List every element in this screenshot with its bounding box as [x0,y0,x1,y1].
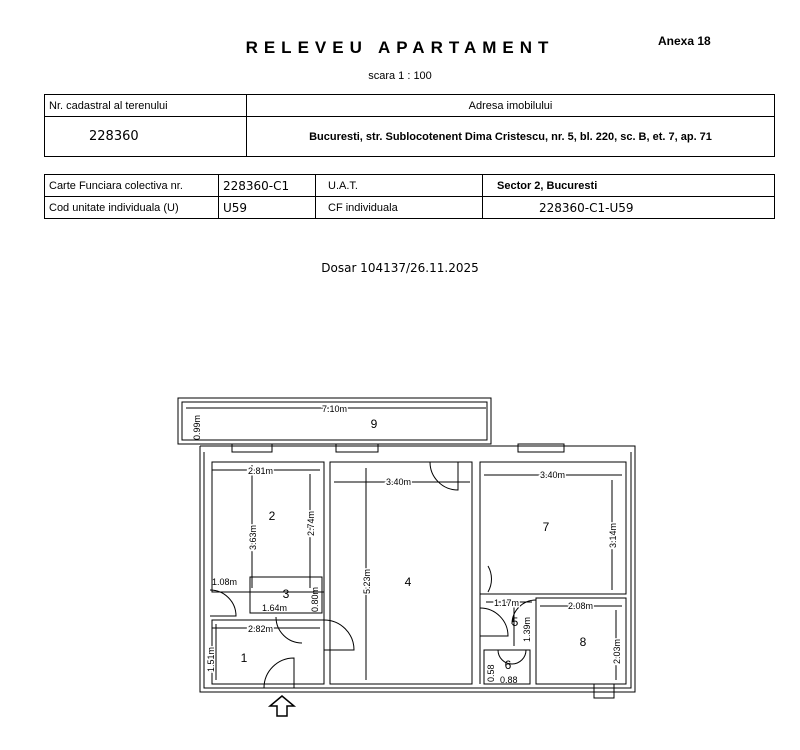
door-room6 [498,650,526,664]
dim-281: 2.81m [248,466,274,476]
cod-label: Cod unitate individuala (U) [45,197,219,219]
room-number-3: 3 [282,587,290,601]
dim-139: 1.39m [522,616,532,642]
scale-label: scara 1 : 100 [368,70,432,82]
outer-wall-inner [204,452,631,688]
room4-outline [330,462,472,684]
room-number-4: 4 [404,575,412,589]
room-number-6: 6 [504,658,512,672]
dim-340-room7: 3.40m [540,470,566,480]
uat-label: U.A.T. [316,175,483,197]
outer-wall [200,446,635,692]
dim-058: 0.58 [486,664,496,682]
room-number-9: 9 [370,417,378,431]
dim-108: 1.08m [212,577,238,587]
cadastral-value: 228360 [45,117,247,157]
window-room4 [336,444,378,452]
cf-colectiva-value: 228360-C1 [219,175,316,197]
room-number-2: 2 [268,509,276,523]
entrance-arrow-icon [270,696,294,716]
dim-099: 0.99m [192,414,202,440]
address-label: Adresa imobilului [247,95,775,117]
dim-282: 2.82m [248,624,274,634]
annex-label: Anexa 18 [658,34,711,48]
uat-value: Sector 2, Bucuresti [483,175,775,197]
dim-710: 7.10m [322,404,348,414]
room-number-7: 7 [542,520,550,534]
door-room4-balcony [430,462,458,490]
cadastral-label: Nr. cadastral al terenului [45,95,247,117]
dim-208: 2.08m [568,601,594,611]
room7-outline [480,462,626,594]
cf-colectiva-label: Carte Funciara colectiva nr. [45,175,219,197]
dim-363: 3.63m [248,524,258,550]
dim-274: 2.74m [306,510,316,536]
door-room5 [480,608,508,636]
address-value: Bucuresti, str. Sublocotenent Dima Cristescu, nr. 5, bl. 220, sc. B, et. 7, ap. 71 [247,117,775,157]
window-room7 [518,444,564,452]
dim-164: 1.64m [262,603,288,613]
dosar-number: Dosar 104137/26.11.2025 [321,261,479,275]
dim-080: 0.80m [310,586,320,612]
cf-individuala-value: 228360-C1-U59 [483,197,775,219]
dim-151: 1.51m [206,646,216,672]
document-title: RELEVEU APARTAMENT [245,38,555,57]
door-room3 [276,617,302,643]
dim-340-room4: 3.40m [386,477,412,487]
room-number-1: 1 [240,651,248,665]
room-number-8: 8 [579,635,587,649]
cod-value: U59 [219,197,316,219]
door-room7 [488,566,491,592]
dim-314: 3.14m [608,522,618,548]
cf-individuala-label: CF individuala [316,197,483,219]
window-room2 [232,444,272,452]
stairs-mark [594,684,614,698]
dim-088: 0.88 [500,675,518,685]
door-room4-hall [324,620,354,650]
door-room2 [210,590,236,616]
dim-117: 1.17m [494,598,520,608]
dim-523: 5.23m [362,568,372,594]
room-number-5: 5 [511,615,519,629]
dim-203: 2.03m [612,638,622,664]
